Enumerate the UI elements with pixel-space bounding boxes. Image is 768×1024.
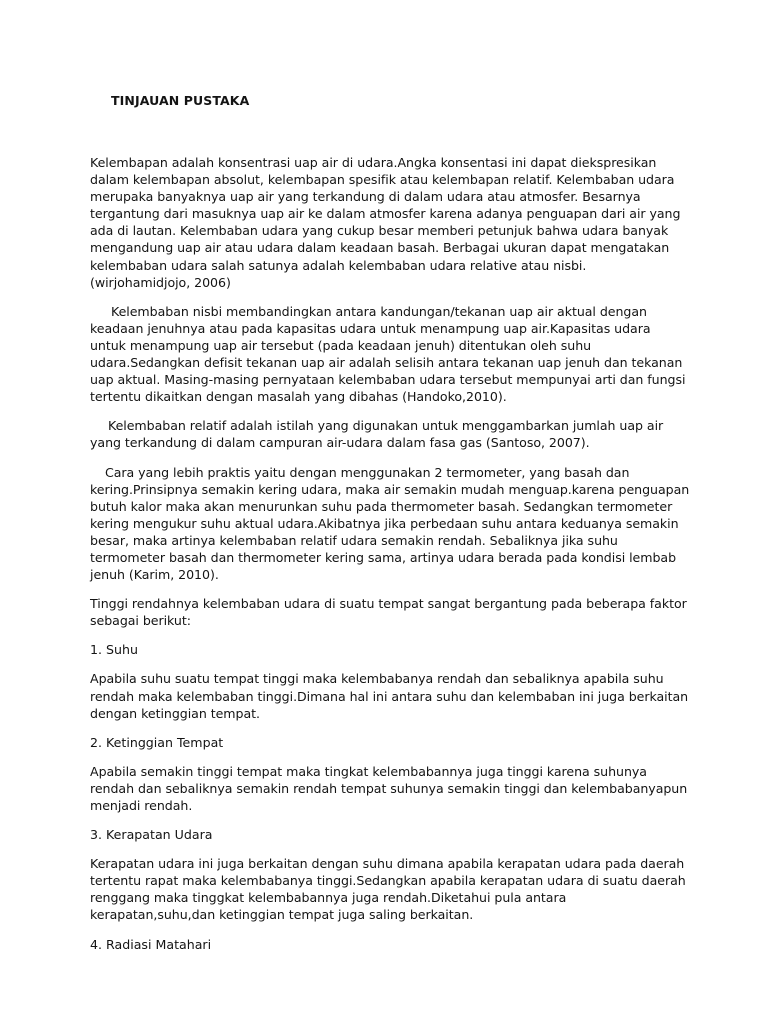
factor-heading-ketinggian: 2. Ketinggian Tempat [90, 734, 224, 750]
factor-heading-suhu: 1. Suhu [90, 642, 138, 658]
document-title: TINJAUAN PUSTAKA [111, 93, 250, 108]
paragraph-termometer-method: Cara yang lebih praktis yaitu dengan menggunakan 2 termometer, yang basah dan kering.Prinsipnya semakin kering udara, maka air semakin mudah menguap.karena penguapan butuh kalor maka akan menurunkan suhu pada thermometer basah. Sedangkan termometer kering mengukur suhu aktual udara.Akibatnya jika perbedaan suhu antara keduanya semakin besar, maka artinya kelembaban relatif udara semakin rendah. Sebaliknya jika suhu termometer basah dan thermometer kering sama, artinya udara berada pada kondisi lembab jenuh (Karim, 2010). [90, 464, 690, 583]
document-body [90, 154, 690, 965]
factor-text-ketinggian: Apabila semakin tinggi tempat maka tingkat kelembabannya juga tinggi karena suhunya rendah dan sebaliknya semakin rendah tempat suhunya semakin tinggi dan kelembabanyapun menjadi rendah. [90, 763, 688, 813]
factor-heading-kerapatan: 3. Kerapatan Udara [90, 827, 213, 843]
paragraph-kelembaban-relatif: Kelembaban relatif adalah istilah yang digunakan untuk menggambarkan jumlah uap air yang terkandung di dalam campuran air-udara dalam fasa gas (Santoso, 2007). [90, 418, 664, 451]
paragraph-factors-intro: Tinggi rendahnya kelembaban udara di suatu tempat sangat bergantung pada beberapa faktor sebagai berikut: [90, 596, 687, 629]
factor-text-kerapatan: Kerapatan udara ini juga berkaitan dengan suhu dimana apabila kerapatan udara pada daerah tertentu rapat maka kelembabanya tinggi.Sedangkan apabila kerapatan udara di suatu daerah renggang maka tinggkat kelembabannya juga rendah.Diketahui pula antara kerapatan,suhu,dan ketinggian tempat juga saling berkaitan. [90, 856, 686, 923]
factor-heading-radiasi: 4. Radiasi Matahari [90, 936, 212, 952]
paragraph-kelembaban-nisbi: Kelembaban nisbi membandingkan antara kandungan/tekanan uap air aktual dengan keadaan jenuhnya atau pada kapasitas udara untuk menampung uap air.Kapasitas udara untuk menampung uap air tersebut (pada keadaan jenuh) ditentukan oleh suhu udara.Sedangkan defisit tekanan uap air adalah selisih antara tekanan uap jenuh dan tekanan uap aktual. Masing-masing pernyataan kelembaban udara tersebut mempunyai arti dan fungsi tertentu dikaitkan dengan masalah yang dibahas (Handoko,2010). [90, 303, 686, 405]
factor-text-suhu: Apabila suhu suatu tempat tinggi maka kelembabanya rendah dan sebaliknya apabila suhu rendah maka kelembaban tinggi.Dimana hal ini antara suhu dan kelembaban ini juga berkaitan dengan ketinggian tempat. [90, 671, 689, 721]
paragraph-kelembapan-definition: Kelembapan adalah konsentrasi uap air di udara.Angka konsentasi ini dapat diekspresikan dalam kelembapan absolut, kelembapan spesifik atau kelembapan relatif. Kelembaban udara merupaka banyaknya uap air yang terkandung di dalam udara atau atmosfer. Besarnya tergantung dari masuknya uap air ke dalam atmosfer karena adanya penguapan dari air yang ada di lautan. Kelembaban udara yang cukup besar memberi petunjuk bahwa udara banyak mengandung uap air atau udara dalam keadaan basah. Berbagai ukuran dapat mengatakan kelembaban udara salah satunya adalah kelembaban udara relative atau nisbi. (wirjohamidjojo, 2006) [90, 155, 681, 290]
